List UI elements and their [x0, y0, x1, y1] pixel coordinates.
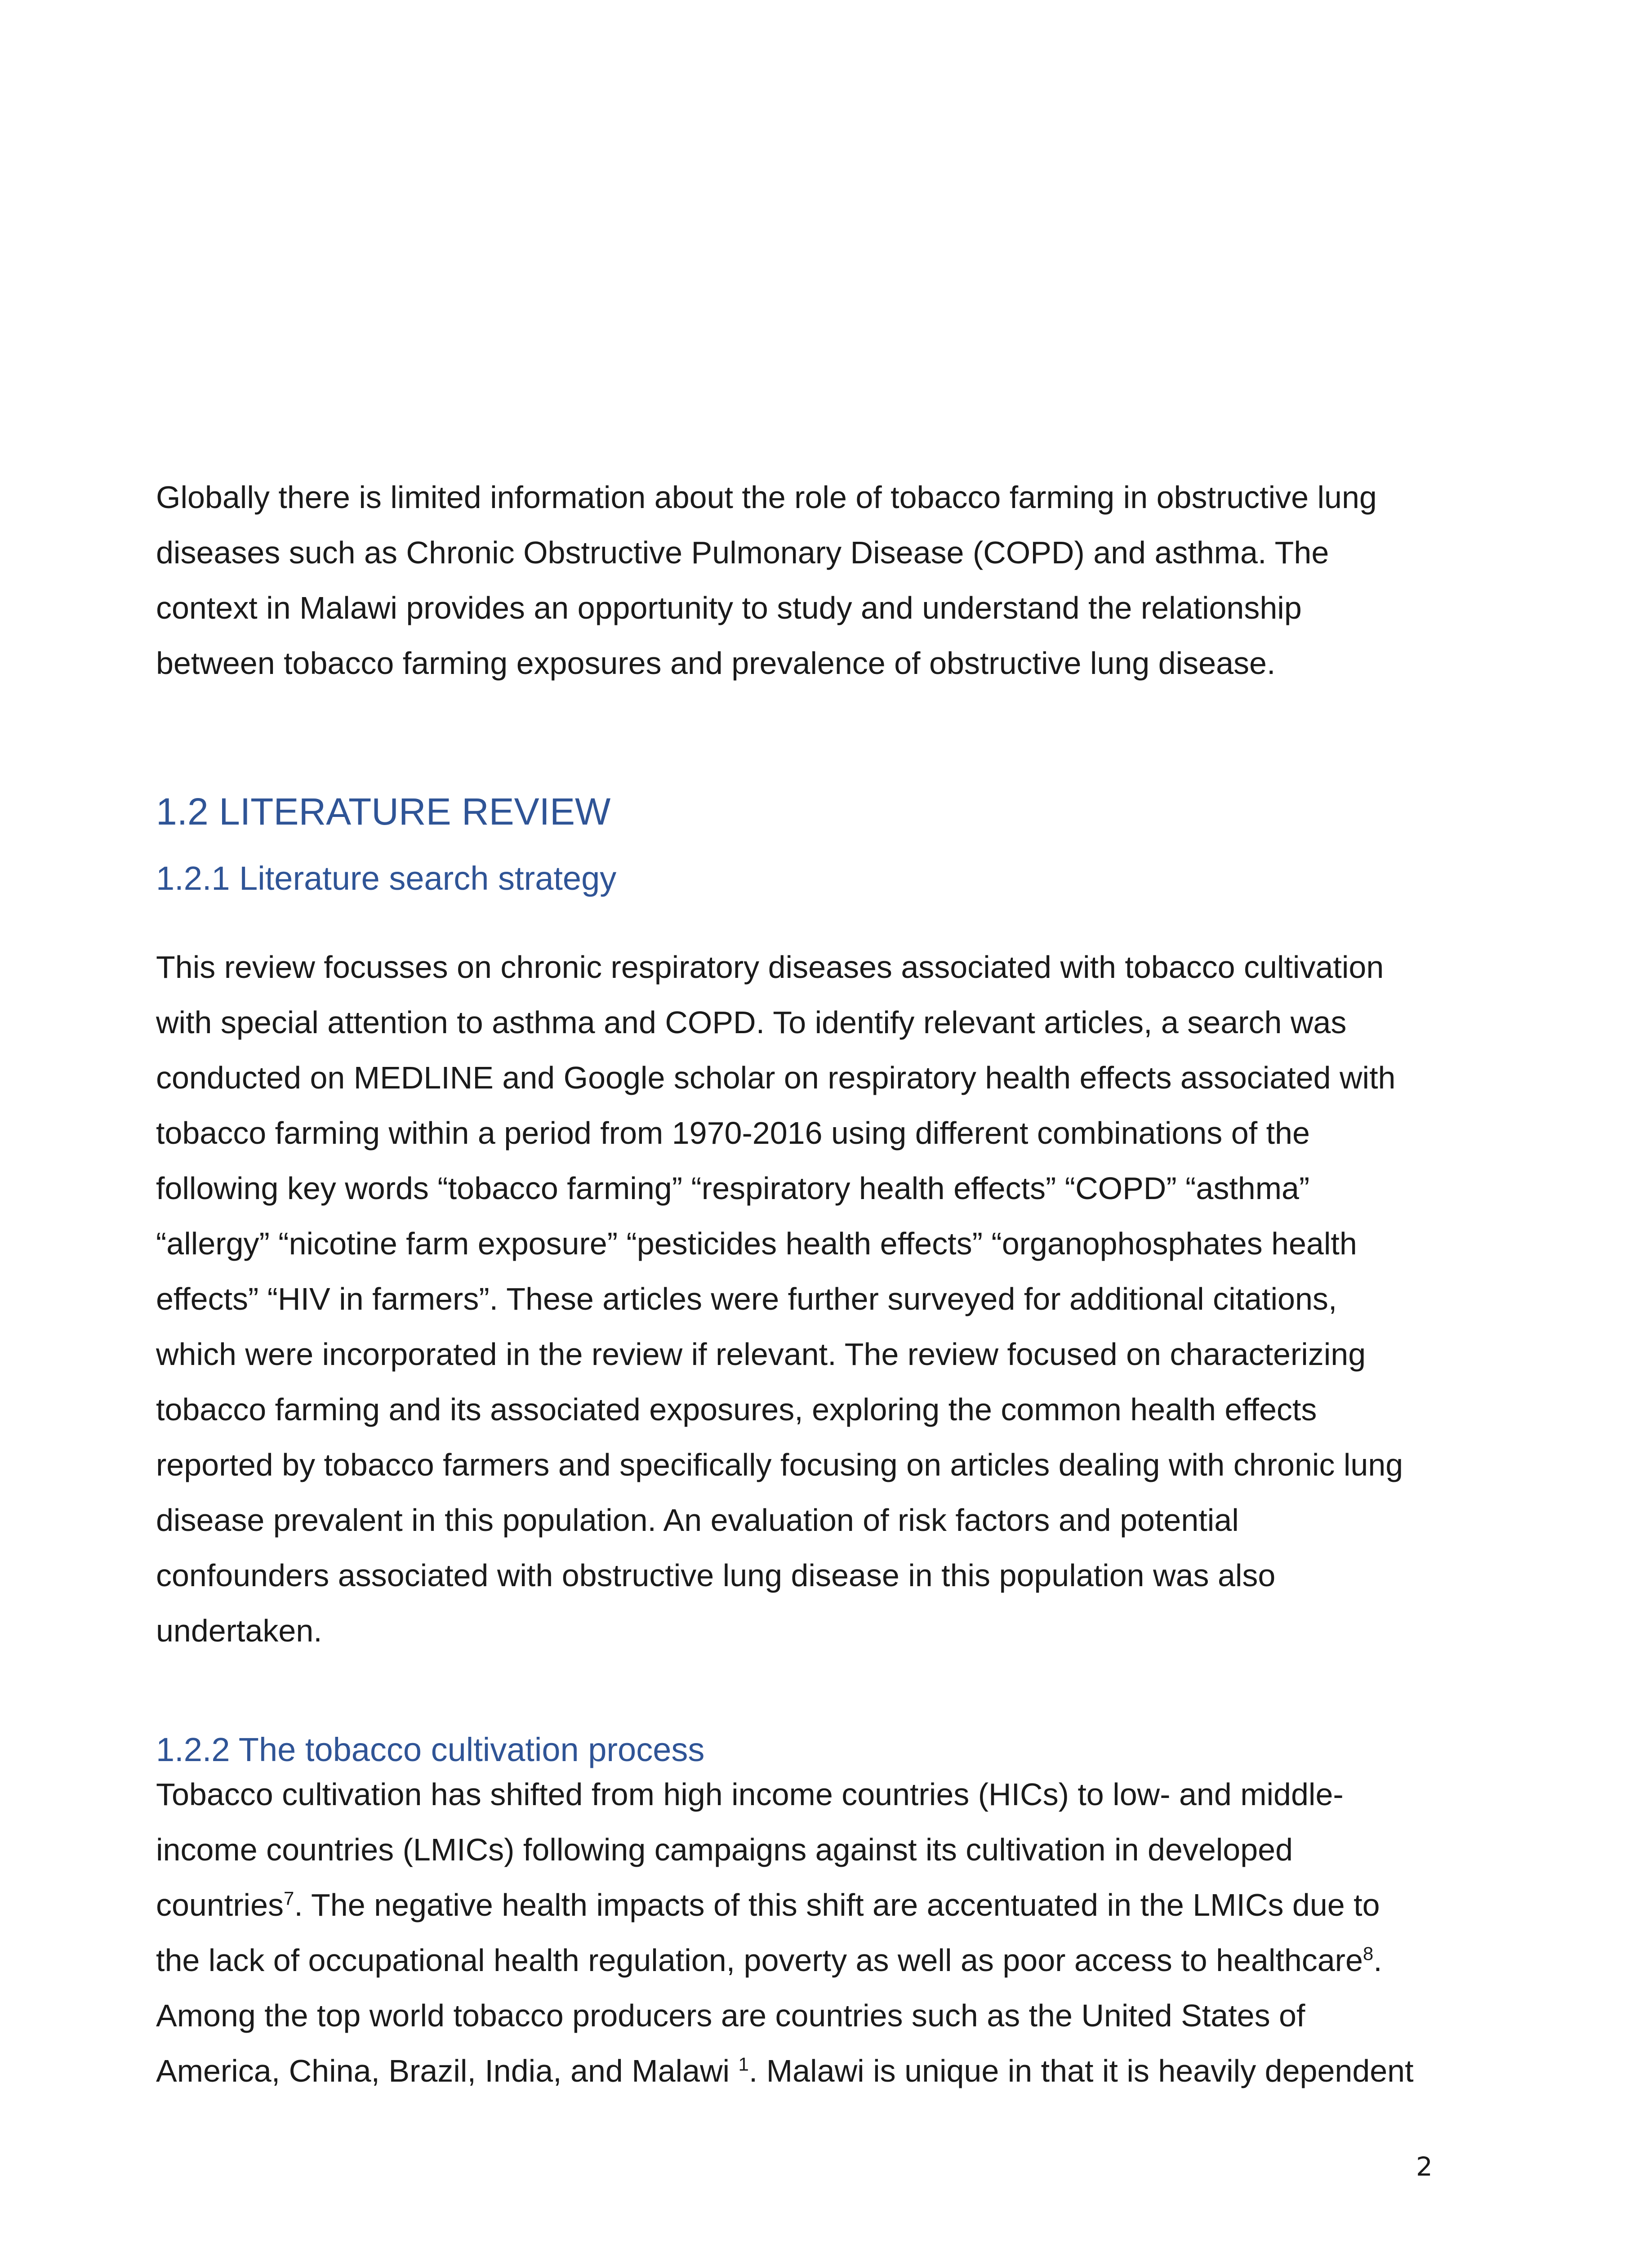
text-line: “allergy” “nicotine farm exposure” “pesticides health effects” “organophosphates health	[156, 1226, 1357, 1261]
text-line	[156, 2043, 1460, 2099]
text-line: disease prevalent in this population. An evaluation of risk factors and potential	[156, 1503, 1239, 1538]
subsection-heading-cultivation-process: 1.2.2 The tobacco cultivation process	[156, 1731, 705, 1768]
text-line: tobacco farming and its associated exposures, exploring the common health effects	[156, 1392, 1317, 1427]
search-strategy-paragraph	[156, 940, 1460, 1659]
text-fragment: America, China, Brazil, India, and Malawi	[156, 2053, 739, 2088]
section-heading-literature-review: 1.2 LITERATURE REVIEW	[156, 790, 611, 833]
text-line: which were incorporated in the review if relevant. The review focused on characterizing	[156, 1337, 1366, 1372]
text-line: confounders associated with obstructive lung disease in this population was also	[156, 1558, 1276, 1593]
intro-paragraph	[156, 470, 1460, 691]
text-line: Tobacco cultivation has shifted from high income countries (HICs) to low- and middle-	[156, 1777, 1344, 1812]
text-line: undertaken.	[156, 1613, 322, 1648]
text-fragment: .	[1373, 1943, 1382, 1978]
text-line: Globally there is limited information about the role of tobacco farming in obstructive lung	[156, 480, 1377, 515]
text-line: between tobacco farming exposures and prevalence of obstructive lung disease.	[156, 646, 1276, 681]
text-line: reported by tobacco farmers and specifically focusing on articles dealing with chronic lung	[156, 1447, 1403, 1482]
text-line: conducted on MEDLINE and Google scholar on respiratory health effects associated with	[156, 1060, 1396, 1095]
cultivation-process-paragraph	[156, 1767, 1460, 2099]
text-line: following key words “tobacco farming” “respiratory health effects” “COPD” “asthma”	[156, 1171, 1310, 1206]
text-line: effects” “HIV in farmers”. These articles were further surveyed for additional citations,	[156, 1281, 1337, 1316]
text-fragment: the lack of occupational health regulation, poverty as well as poor access to healthcare	[156, 1943, 1363, 1978]
text-line: context in Malawi provides an opportunity to study and understand the relationship	[156, 590, 1302, 625]
subsection-heading-search-strategy: 1.2.1 Literature search strategy	[156, 860, 617, 897]
text-fragment: countries	[156, 1887, 284, 1922]
page-number: 2	[1416, 2151, 1433, 2182]
text-line: income countries (LMICs) following campaigns against its cultivation in developed	[156, 1832, 1293, 1867]
text-line: This review focusses on chronic respiratory diseases associated with tobacco cultivation	[156, 950, 1384, 985]
text-line: Among the top world tobacco producers are countries such as the United States of	[156, 1998, 1305, 2033]
text-line	[156, 1933, 1460, 1988]
text-line: with special attention to asthma and COPD. To identify relevant articles, a search was	[156, 1005, 1347, 1040]
citation-superscript: 8	[1363, 1943, 1374, 1964]
citation-superscript: 1	[738, 2053, 749, 2075]
text-fragment: . The negative health impacts of this shift are accentuated in the LMICs due to	[294, 1887, 1380, 1922]
text-line: diseases such as Chronic Obstructive Pulmonary Disease (COPD) and asthma. The	[156, 535, 1329, 570]
citation-superscript: 7	[284, 1887, 294, 1909]
text-fragment: . Malawi is unique in that it is heavily dependent	[748, 2053, 1414, 2088]
text-line	[156, 1878, 1460, 1933]
text-line: tobacco farming within a period from 1970-2016 using different combinations of the	[156, 1115, 1310, 1151]
